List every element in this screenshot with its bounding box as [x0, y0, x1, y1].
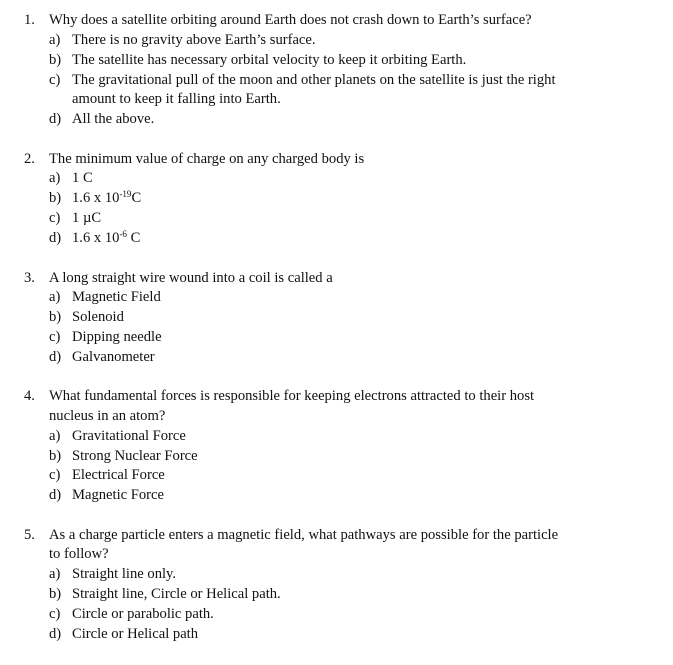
option-letter: b): [49, 448, 62, 464]
option-letter: b): [49, 52, 62, 68]
option-unit: C: [126, 230, 141, 246]
option-text: Circle or Helical path: [72, 626, 199, 642]
option-text: The satellite has necessary orbital velocity to keep it orbiting Earth.: [72, 52, 467, 68]
option-text: Electrical Force: [72, 467, 165, 483]
option-text: 1 µC: [72, 210, 102, 226]
option-text: Galvanometer: [72, 349, 155, 365]
option-letter: c): [49, 329, 61, 345]
question-number: 1.: [24, 12, 35, 28]
option-text: Dipping needle: [72, 329, 162, 345]
question-number: 5.: [24, 527, 35, 543]
option-text: All the above.: [72, 111, 155, 127]
option-text: [72, 189, 141, 207]
option-base: 1.6 x 10: [72, 230, 120, 246]
question-number: 4.: [24, 388, 35, 404]
question-number: 3.: [24, 270, 35, 286]
option-base: 1.6 x 10: [72, 190, 120, 206]
option-exponent: -6: [119, 229, 127, 239]
option-letter: a): [49, 566, 61, 582]
option-text: Circle or parabolic path.: [72, 606, 214, 622]
option-letter: d): [49, 230, 62, 246]
question-stem-continued: nucleus in an atom?: [49, 408, 166, 424]
option-text: Straight line, Circle or Helical path.: [72, 586, 281, 602]
option-letter: d): [49, 487, 62, 503]
option-letter: c): [49, 210, 61, 226]
option-text: Strong Nuclear Force: [72, 448, 198, 464]
option-text: 1 C: [72, 170, 93, 186]
question-stem: A long straight wire wound into a coil is called a: [49, 270, 333, 286]
option-letter: a): [49, 289, 61, 305]
option-letter: d): [49, 111, 62, 127]
option-letter: d): [49, 626, 62, 642]
option-letter: c): [49, 72, 61, 88]
option-letter: b): [49, 309, 62, 325]
option-letter: a): [49, 428, 61, 444]
option-letter: a): [49, 170, 61, 186]
option-text: Gravitational Force: [72, 428, 186, 444]
option-letter: a): [49, 32, 61, 48]
option-exponent: -19: [119, 189, 132, 199]
option-text: There is no gravity above Earth’s surface.: [72, 32, 316, 48]
question-stem: Why does a satellite orbiting around Earth does not crash down to Earth’s surface?: [49, 12, 532, 28]
question-number: 2.: [24, 151, 35, 167]
option-letter: c): [49, 467, 61, 483]
option-letter: b): [49, 190, 62, 206]
option-text: Straight line only.: [72, 566, 177, 582]
option-text: Magnetic Force: [72, 487, 164, 503]
option-text: Magnetic Field: [72, 289, 161, 305]
option-letter: b): [49, 586, 62, 602]
option-text: [72, 229, 140, 247]
option-text: Solenoid: [72, 309, 124, 325]
question-stem: What fundamental forces is responsible for keeping electrons attracted to their host: [49, 388, 535, 404]
question-stem: The minimum value of charge on any charged body is: [49, 151, 365, 167]
option-unit: C: [131, 190, 142, 206]
option-text-continued: amount to keep it falling into Earth.: [72, 91, 281, 107]
question-stem: As a charge particle enters a magnetic field, what pathways are possible for the particle: [49, 527, 559, 543]
question-stem-continued: to follow?: [49, 546, 109, 562]
option-letter: d): [49, 349, 62, 365]
option-text: The gravitational pull of the moon and other planets on the satellite is just the right: [72, 72, 556, 88]
option-letter: c): [49, 606, 61, 622]
